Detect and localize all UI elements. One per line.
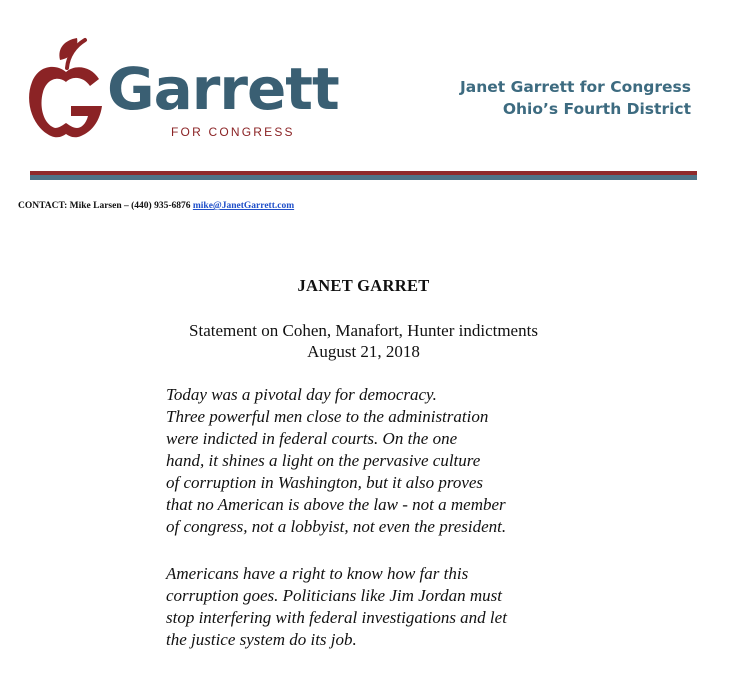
contact-email-link[interactable]: mike@JanetGarrett.com bbox=[192, 201, 295, 211]
paragraph-line: the justice system do its job. bbox=[166, 630, 357, 649]
paragraph-line: of corruption in Washington, but it also proves bbox=[166, 473, 484, 492]
paragraph-line: Three powerful men close to the administration bbox=[166, 407, 489, 426]
header-divider-blue bbox=[30, 175, 697, 180]
paragraph-line: were indicted in federal courts. On the one bbox=[166, 429, 458, 448]
campaign-logo bbox=[27, 22, 339, 142]
statement-heading bbox=[0, 320, 727, 362]
paragraph-line: stop interfering with federal investigations and let bbox=[166, 608, 507, 627]
contact-line bbox=[18, 201, 294, 211]
header-campaign-name: Janet Garrett for Congress bbox=[460, 78, 691, 96]
paragraph-line: that no American is above the law - not a member bbox=[166, 495, 506, 514]
paragraph-line: Americans have a right to know how far this bbox=[166, 564, 469, 583]
campaign-header bbox=[460, 76, 691, 120]
logo-tagline: FOR CONGRESS bbox=[171, 125, 295, 139]
paragraph-line: Today was a pivotal day for democracy. bbox=[166, 385, 437, 404]
paragraph-line: hand, it shines a light on the pervasive culture bbox=[166, 451, 481, 470]
statement-title: JANET GARRET bbox=[297, 276, 430, 295]
statement-paragraph-2 bbox=[166, 563, 507, 651]
statement-paragraph-1 bbox=[166, 384, 506, 538]
statement-date: August 21, 2018 bbox=[307, 342, 420, 361]
apple-g-icon bbox=[27, 36, 105, 140]
contact-label: CONTACT: Mike Larsen – (440) 935-6876 bbox=[18, 201, 191, 211]
paragraph-line: of congress, not a lobbyist, not even the president. bbox=[166, 517, 507, 536]
header-district: Ohio’s Fourth District bbox=[502, 100, 691, 118]
logo-wordmark: Garrett bbox=[107, 55, 339, 123]
statement-subject: Statement on Cohen, Manafort, Hunter indictments bbox=[189, 321, 538, 340]
paragraph-line: corruption goes. Politicians like Jim Jordan must bbox=[166, 586, 503, 605]
